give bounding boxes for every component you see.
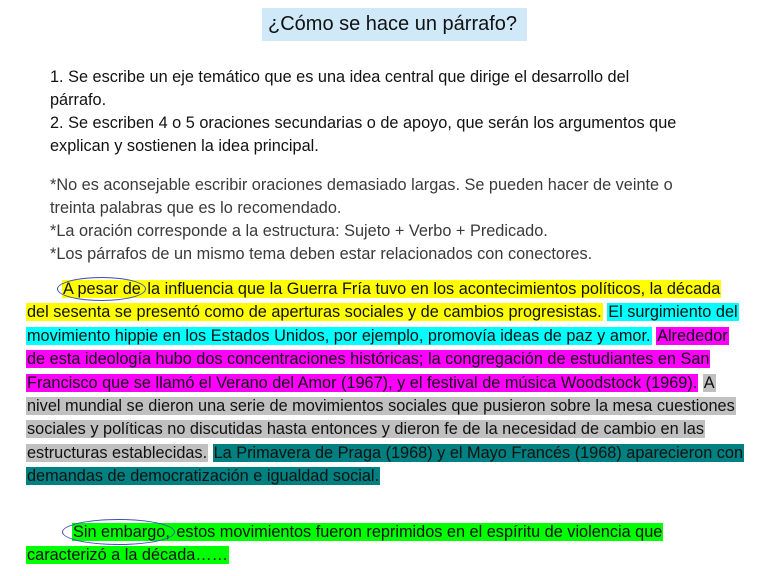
example-paragraph-2 [26,521,746,568]
note-line: *La oración corresponde a la estructura: Sujeto + Verbo + Predicado. [50,222,548,240]
highlight-magenta: Alrededor de esta ideología hubo dos concentraciones históricas; la congregación de estudiantes en San Francisco que se llamó el Verano del Amor (1967), y el festival de música Woodstock (1969). [27,326,728,392]
highlight-gray: A nivel mundial se dieron una serie de movimientos sociales que pusieron sobre la mesa cuestiones sociales y políticas no discutidas hasta entonces y dieron fe de la necesidad de cambio en las estructuras establecidas. [27,373,735,462]
highlight-yellow: la influencia que la Guerra Fría tuvo en los acontecimientos políticos, la década del sesenta se presentó como de aperturas sociales y de cambios progresistas. [27,280,721,322]
connector-text: Sin embargo, [73,523,170,541]
steps-list [50,66,750,158]
step-line: párrafo. [50,91,107,109]
note-line: *No es aconsejable escribir oraciones demasiado largas. Se pueden hacer de veinte o [50,176,673,194]
connector-sin-embargo [72,523,171,541]
note-line: *Los párrafos de un mismo tema deben estar relacionados con conectores. [50,245,593,263]
notes-list [50,174,750,266]
note-line: treinta palabras que es lo recomendado. [50,199,342,217]
page-title: ¿Cómo se hace un párrafo? [262,8,527,41]
highlight-cyan: El surgimiento del movimiento hippie en los Estados Unidos, por ejemplo, promovía ideas de paz y amor. [27,303,738,345]
example-paragraph-1 [26,278,746,489]
connector-a-pesar-de [62,280,142,298]
connector-text: A pesar de [63,280,141,298]
step-line: 2. Se escriben 4 o 5 oraciones secundarias o de apoyo, que serán los argumentos que [50,114,677,132]
title-container [262,8,527,41]
step-line: explican y sostienen la idea principal. [50,137,319,155]
step-line: 1. Se escribe un eje temático que es una idea central que dirige el desarrollo del [50,68,630,86]
highlight-teal: La Primavera de Praga (1968) y el Mayo Francés (1968) aparecieron con demandas de democratización e igualdad social. [27,443,744,486]
highlight-green: estos movimientos fueron reprimidos en el espíritu de violencia que caracterizó a la década…… [27,523,663,565]
